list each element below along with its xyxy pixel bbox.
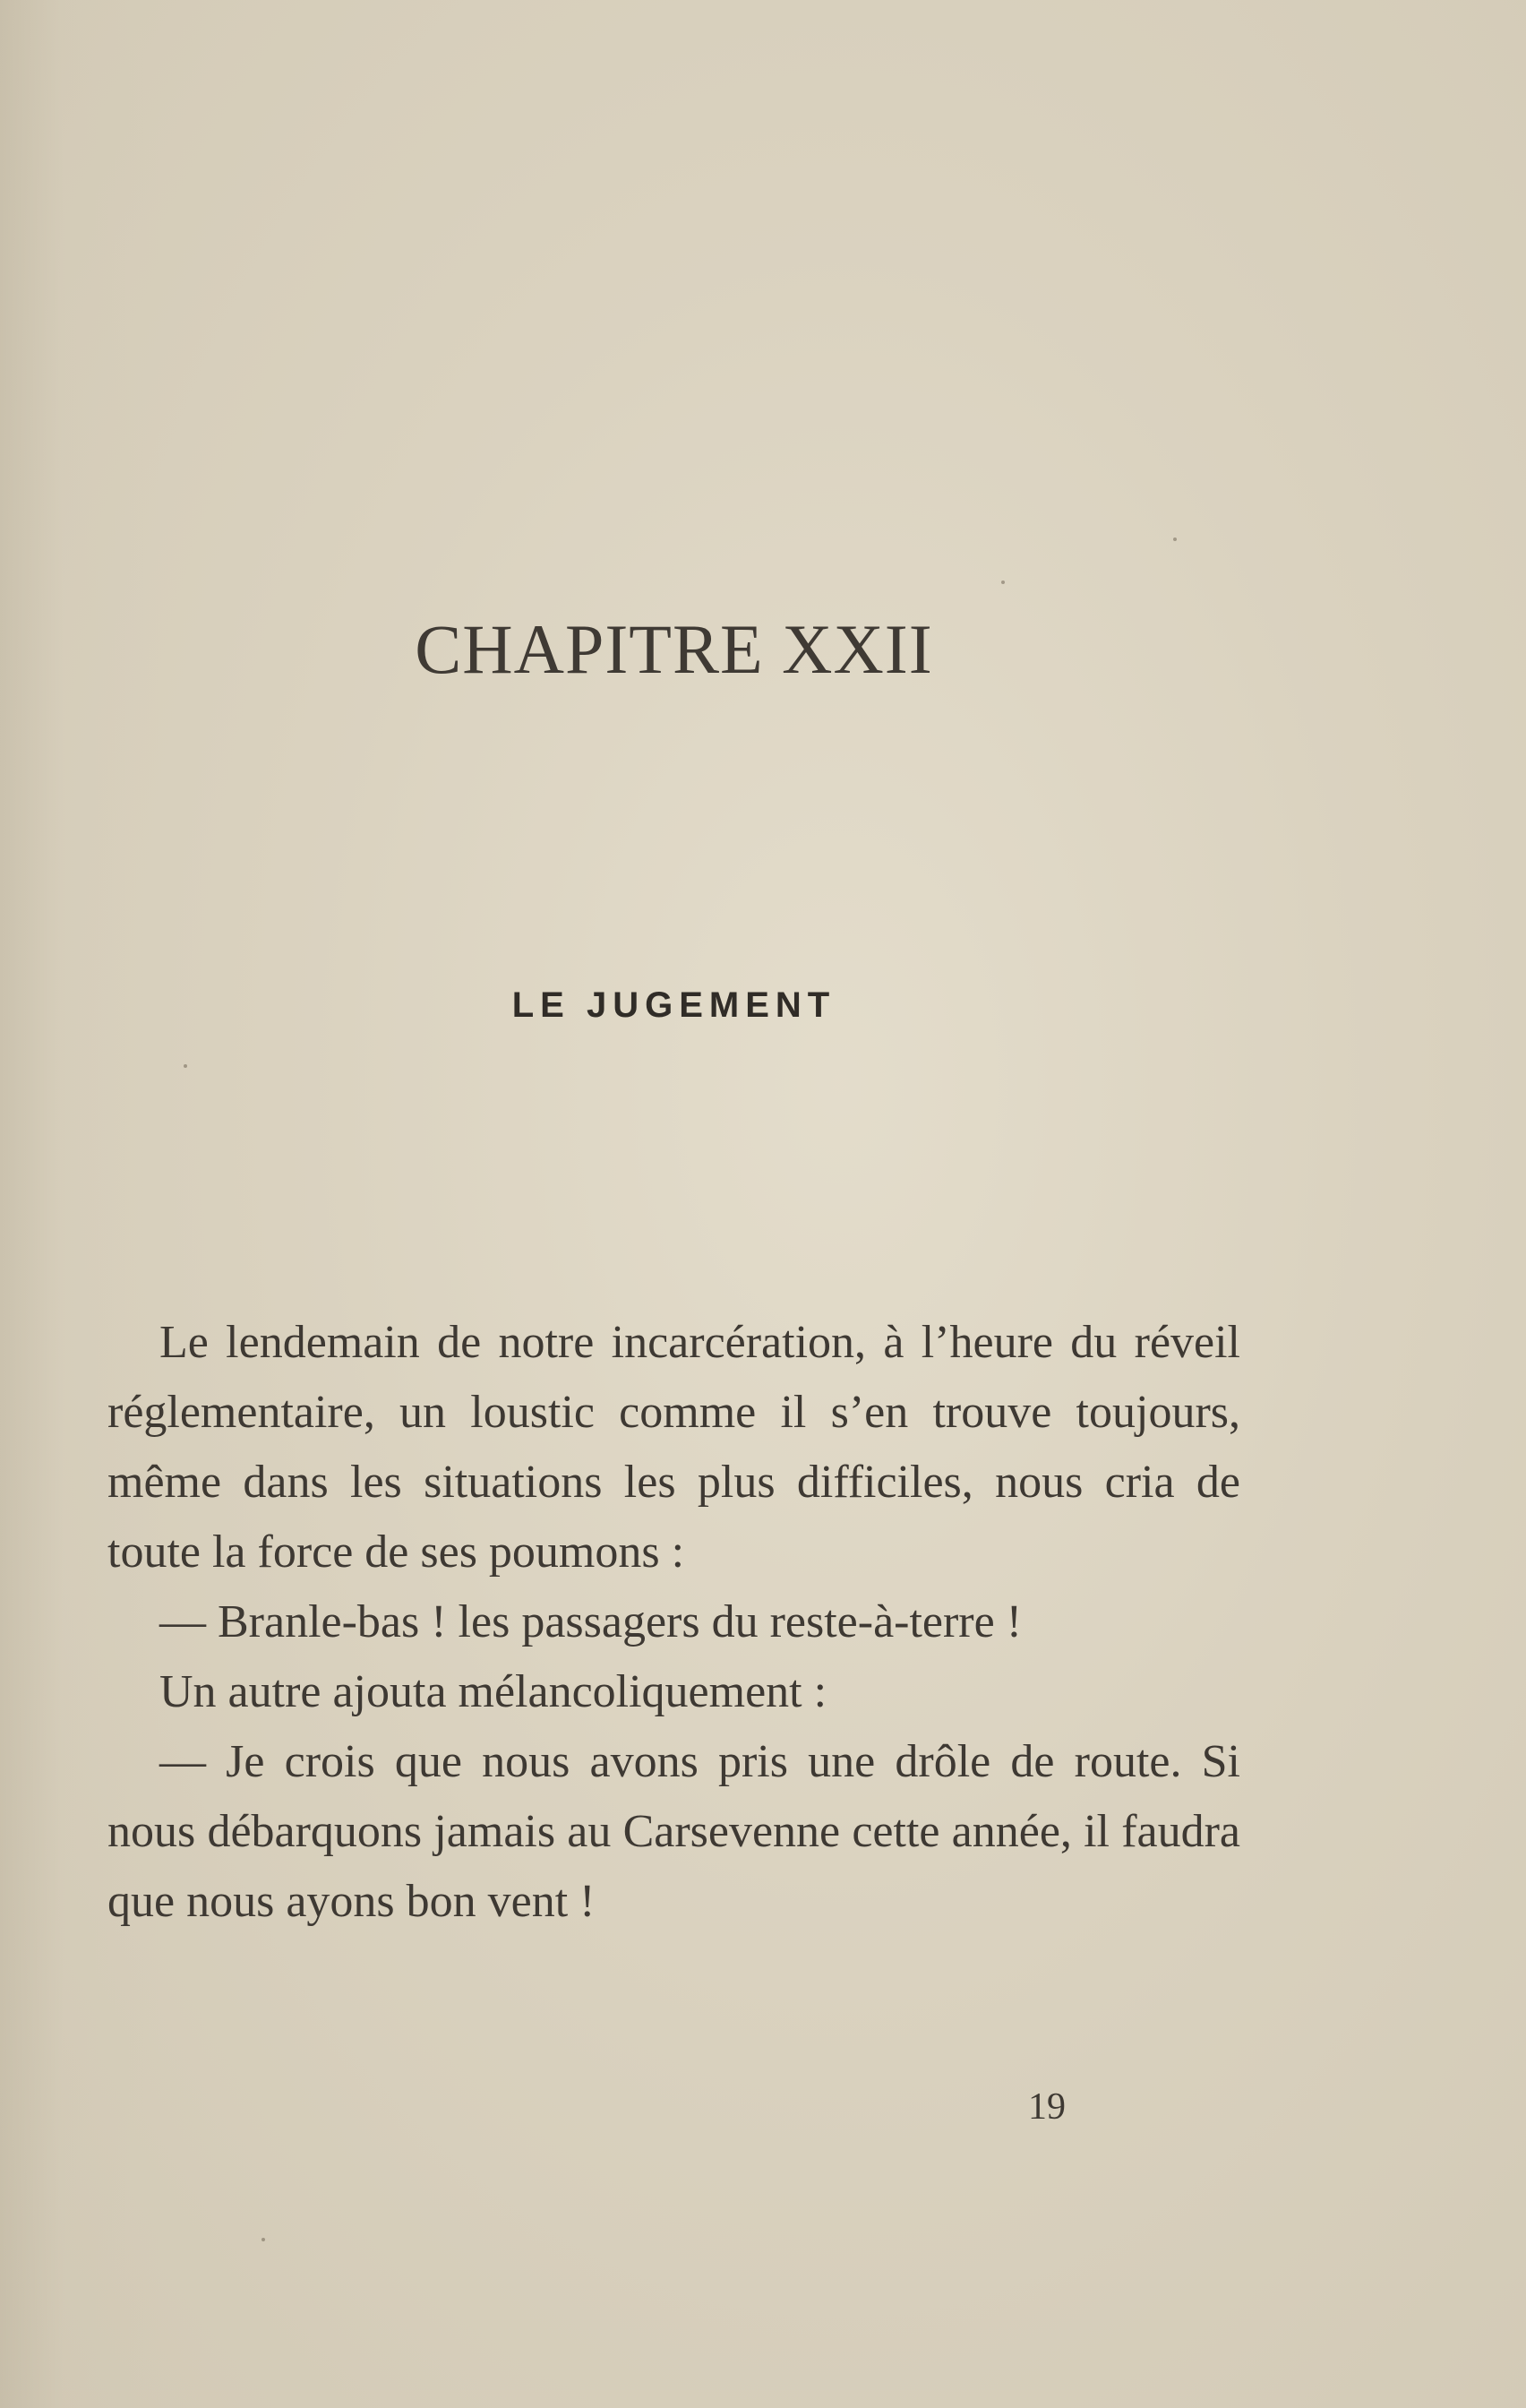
paper-speck (1001, 580, 1005, 584)
paragraph: Un autre ajouta mélancoliquement : (159, 1666, 827, 1717)
paper-speck (184, 1064, 187, 1068)
paragraph: — Branle-bas ! les passagers du reste-à-terre ! (159, 1596, 1023, 1647)
chapter-title: CHAPITRE XXII (415, 610, 933, 688)
page-number: 19 (1028, 2086, 1066, 2128)
paper-speck (1173, 538, 1177, 541)
paragraph: Le lendemain de notre incarcération, à l’heure du réveil réglementaire, un loustic comme il s’en trouve toujours, même dans les situations les plus difficiles, nous cria de toute la force de ses poumons : (107, 1317, 1240, 1578)
paper-speck (261, 2238, 265, 2241)
body-text (107, 1308, 1240, 1937)
section-title: LE JUGEMENT (511, 985, 836, 1025)
paragraph: — Je crois que nous avons pris une drôle de route. Si nous débarquons jamais au Carsevenne cette année, il faudra que nous ayons bon vent ! (107, 1736, 1240, 1927)
